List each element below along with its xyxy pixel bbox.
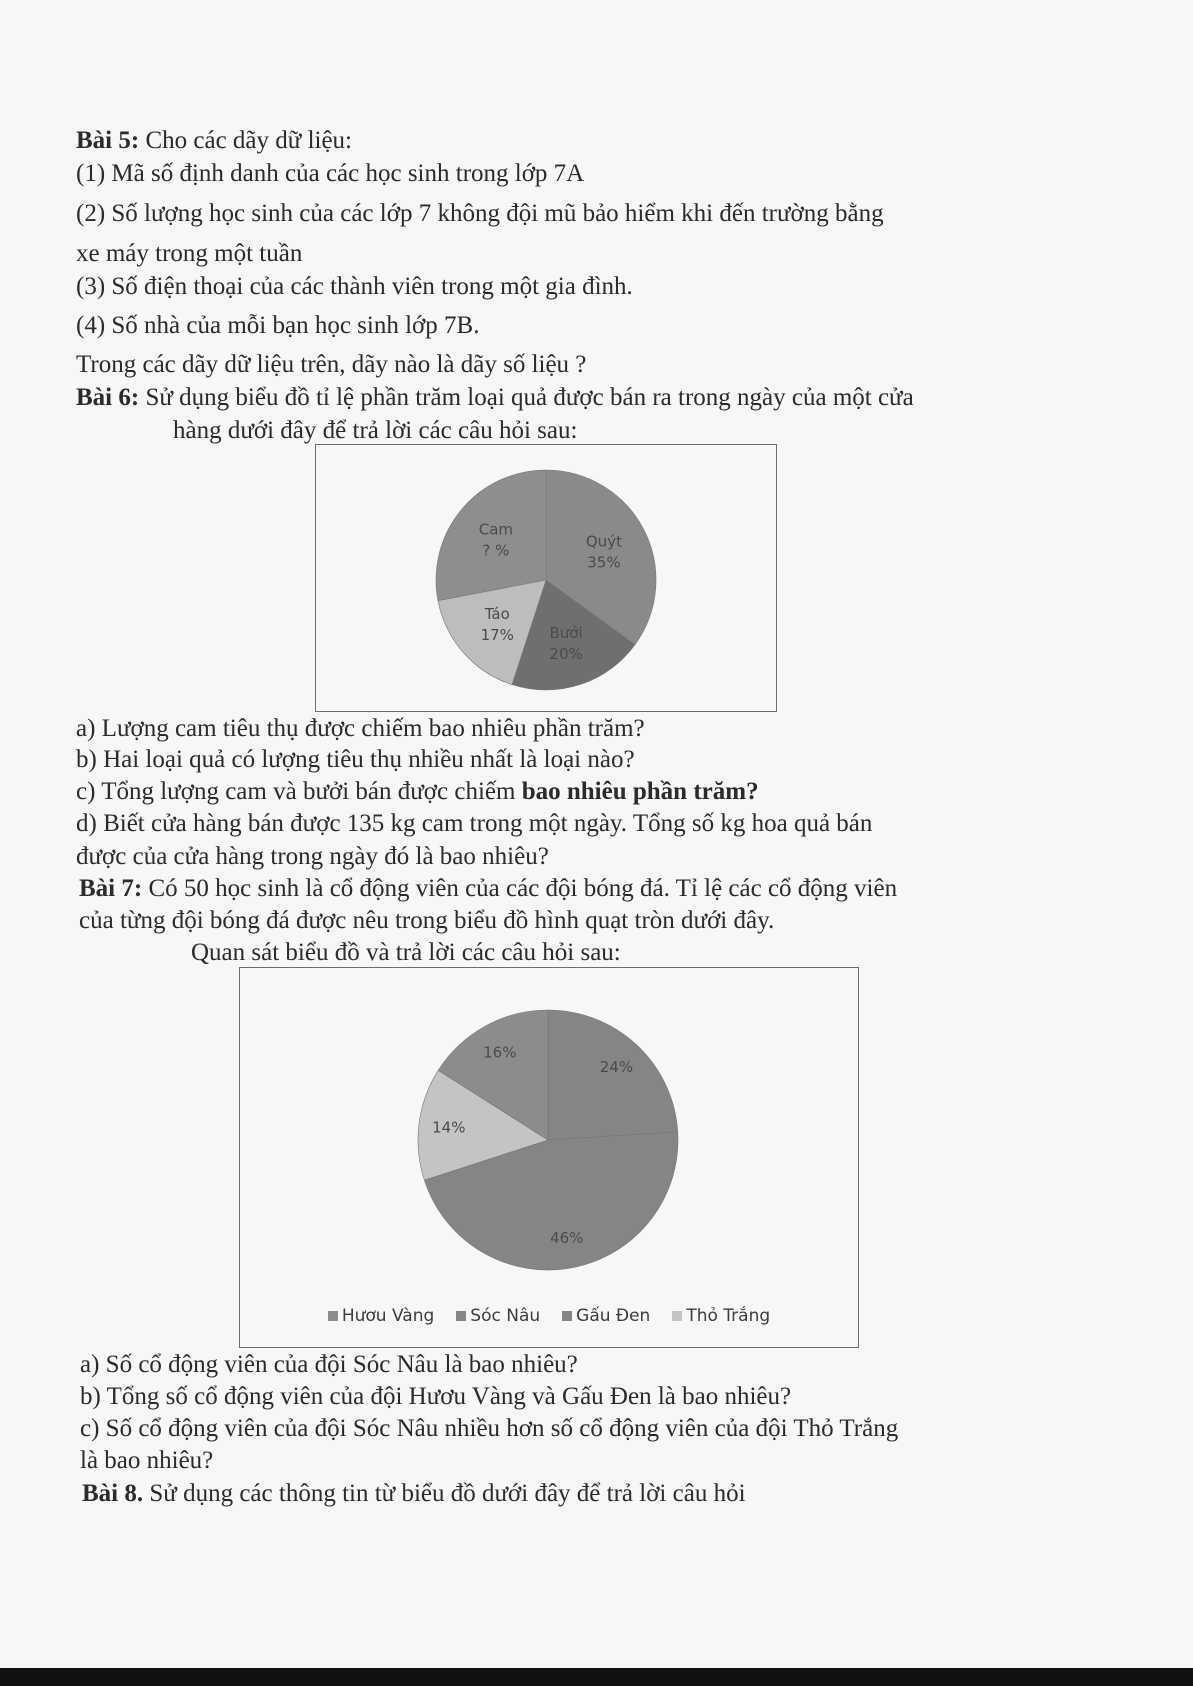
bai6-question-b: b) Hai loại quả có lượng tiêu thụ nhiều nhất là loại nào? [76, 746, 635, 773]
legend-label: Thỏ Trắng [686, 1306, 771, 1326]
bai5-question: Trong các dãy dữ liệu trên, dãy nào là dãy số liệu ? [76, 351, 587, 378]
bai7-question-b: b) Tổng số cổ động viên của đội Hươu Vàng và Gấu Đen là bao nhiêu? [80, 1383, 792, 1410]
legend-swatch [672, 1311, 682, 1321]
pie-value-gấu-đen: 46% [550, 1229, 584, 1248]
bai7-question-c-cont: là bao nhiêu? [80, 1447, 214, 1474]
bai6-question-a: a) Lượng cam tiêu thụ được chiếm bao nhiêu phần trăm? [76, 715, 645, 742]
bai5-text: Cho các dãy dữ liệu: [139, 127, 352, 154]
legend-swatch [456, 1311, 466, 1321]
bai8-label: Bài 8. [82, 1480, 144, 1507]
bai7-label: Bài 7: [79, 875, 143, 902]
bai7-text: Có 50 học sinh là cổ động viên của các đội bóng đá. Tỉ lệ các cổ động viên [142, 875, 898, 902]
fruit-pie-chart [316, 445, 776, 711]
bai7-question-a: a) Số cổ động viên của đội Sóc Nâu là bao nhiêu? [80, 1351, 578, 1378]
legend-item [562, 1306, 650, 1326]
bai7-heading-cont: của từng đội bóng đá được nêu trong biểu đồ hình quạt tròn dưới đây. [79, 907, 775, 934]
pie-label-cam: Cam [478, 520, 514, 539]
bai6-question-c [76, 777, 759, 807]
pie-value-thỏ-trắng: 14% [432, 1118, 466, 1137]
legend-label: Hươu Vàng [341, 1306, 435, 1326]
pie-value-quýt: 35% [587, 553, 621, 572]
legend-item [672, 1306, 770, 1326]
bai5-item-3: (3) Số điện thoại của các thành viên trong một gia đình. [76, 273, 633, 300]
bai5-item-2: (2) Số lượng học sinh của các lớp 7 không đội mũ bảo hiểm khi đến trường bằng [76, 200, 884, 227]
fans-chart-legend [240, 1306, 858, 1326]
legend-item [328, 1306, 434, 1326]
bai6-question-d-cont: được của cửa hàng trong ngày đó là bao nhiêu? [76, 843, 549, 870]
scan-bottom-edge [0, 1668, 1193, 1686]
legend-label: Sóc Nâu [470, 1306, 541, 1326]
bai7-heading [79, 874, 897, 904]
pie-label-quýt: Quýt [585, 532, 622, 551]
pie-value-sóc-nâu: 24% [599, 1058, 634, 1077]
pie-label-táo: Táo [484, 604, 510, 623]
bai5-heading [76, 126, 352, 156]
pie-value-bưởi: 20% [549, 644, 583, 663]
bai6-text: Sử dụng biểu đồ tỉ lệ phần trăm loại quả được bán ra trong ngày của một cửa [139, 384, 914, 411]
bai6-question-d: d) Biết cửa hàng bán được 135 kg cam trong một ngày. Tổng số kg hoa quả bán [76, 810, 873, 837]
legend-item [456, 1306, 540, 1326]
pie-value-táo: 17% [480, 625, 514, 644]
bai7-instruction: Quan sát biểu đồ và trả lời các câu hỏi sau: [191, 939, 621, 966]
bai8-heading [82, 1479, 746, 1509]
legend-swatch [562, 1311, 572, 1321]
bai6-heading-cont: hàng dưới đây để trả lời các câu hỏi sau: [173, 417, 578, 444]
bai5-label: Bài 5: [76, 127, 140, 154]
bai8-text: Sử dụng các thông tin từ biểu đồ dưới đây để trả lời câu hỏi [143, 1480, 746, 1507]
bai6-heading [76, 383, 914, 413]
fans-pie-chart [240, 968, 858, 1298]
bai6-question-c-bold: bao nhiêu phần trăm? [521, 778, 759, 805]
legend-label: Gấu Đen [576, 1306, 651, 1326]
pie-value-cam: ? % [482, 541, 510, 560]
bai5-item-2-cont: xe máy trong một tuần [76, 240, 303, 267]
bai5-item-1: (1) Mã số định danh của các học sinh trong lớp 7A [76, 160, 585, 187]
pie-label-bưởi: Bưởi [549, 623, 583, 642]
fans-pie-chart-box [239, 967, 859, 1348]
bai6-label: Bài 6: [76, 384, 140, 411]
legend-swatch [328, 1311, 338, 1321]
pie-value-hươu-vàng: 16% [483, 1043, 517, 1062]
bai6-question-c-text: c) Tổng lượng cam và bưởi bán được chiếm [76, 778, 522, 805]
fruit-pie-chart-box [315, 444, 777, 712]
bai7-question-c: c) Số cổ động viên của đội Sóc Nâu nhiều hơn số cổ động viên của đội Thỏ Trắng [80, 1415, 899, 1442]
bai5-item-4: (4) Số nhà của mỗi bạn học sinh lớp 7B. [76, 312, 480, 339]
